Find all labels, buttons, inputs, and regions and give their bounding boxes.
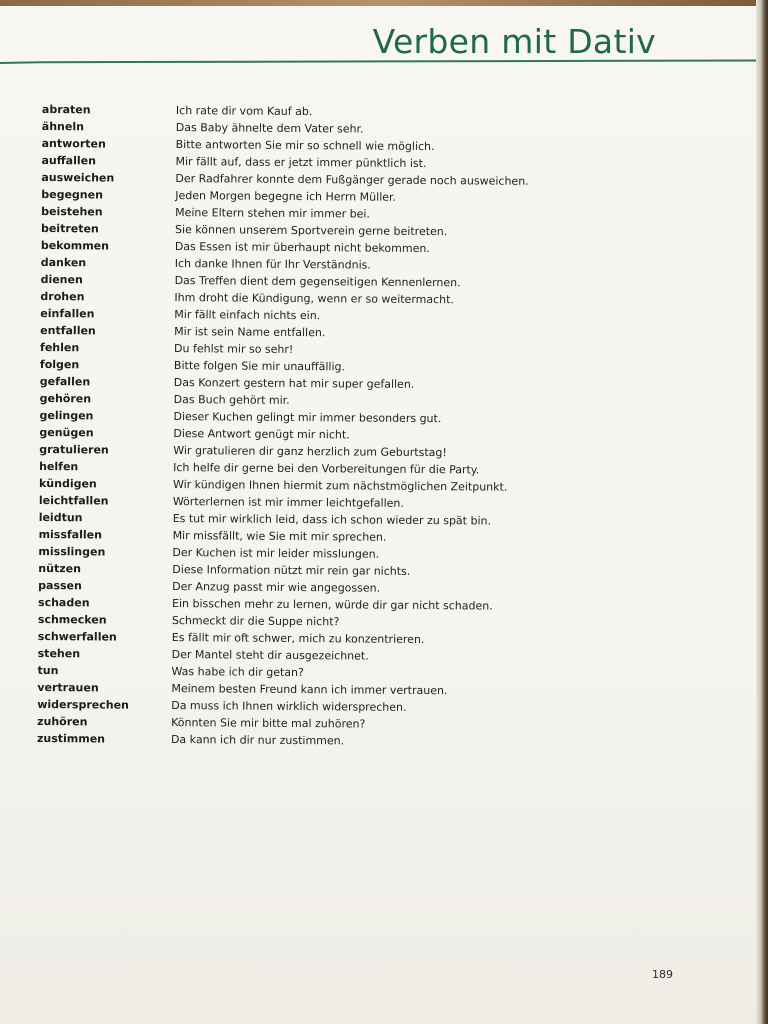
- verb-term: danken: [40, 255, 87, 270]
- verb-term: gratulieren: [39, 442, 109, 457]
- example-sentence: Ihm droht die Kündigung, wenn er so weitermacht.: [174, 291, 455, 307]
- example-sentence: Da kann ich dir nur zustimmen.: [170, 733, 345, 748]
- example-sentence: Mir fällt einfach nichts ein.: [174, 308, 321, 323]
- example-sentence: Mir fällt auf, dass er jetzt immer pünktlich ist.: [175, 155, 427, 171]
- example-sentence: Bitte antworten Sie mir so schnell wie möglich.: [175, 138, 435, 154]
- title-underline-line: [0, 61, 756, 64]
- verb-term: passen: [38, 578, 82, 593]
- example-sentence: Schmeckt dir die Suppe nicht?: [171, 614, 340, 629]
- verb-term: gelingen: [39, 408, 94, 423]
- verb-term: dienen: [40, 272, 83, 287]
- verb-row: [37, 730, 657, 752]
- verb-list: [37, 101, 662, 752]
- example-sentence: Da muss ich Ihnen wirklich widersprechen.: [171, 699, 407, 714]
- example-sentence: Es tut mir wirklich leid, dass ich schon wieder zu spät bin.: [172, 512, 492, 528]
- verb-term: misslingen: [38, 544, 106, 559]
- verb-term: zustimmen: [36, 731, 106, 746]
- verb-term: antworten: [41, 136, 106, 151]
- verb-term: genügen: [39, 425, 94, 440]
- verb-term: nützen: [38, 561, 82, 576]
- verb-term: schwerfallen: [37, 629, 117, 644]
- book-spine-edge: [756, 0, 768, 1024]
- example-sentence: Meinem besten Freund kann ich immer vertrauen.: [171, 682, 448, 698]
- verb-term: stehen: [37, 646, 81, 661]
- example-sentence: Bitte folgen Sie mir unauffällig.: [173, 359, 346, 374]
- verb-term: beitreten: [40, 221, 99, 236]
- verb-term: fehlen: [40, 340, 80, 355]
- example-sentence: Das Baby ähnelte dem Vater sehr.: [175, 121, 364, 136]
- title-underline-graphic: [0, 59, 756, 65]
- verb-term: auffallen: [41, 153, 97, 168]
- verb-term: einfallen: [40, 306, 95, 321]
- example-sentence: Du fehlst mir so sehr!: [174, 342, 294, 356]
- verb-term: folgen: [39, 357, 80, 372]
- example-sentence: Ich rate dir vom Kauf ab.: [175, 104, 313, 119]
- example-sentence: Sie können unserem Sportverein gerne beitreten.: [174, 223, 448, 239]
- verb-term: leichtfallen: [38, 493, 109, 508]
- example-sentence: Jeden Morgen begegne ich Herrn Müller.: [175, 189, 397, 204]
- verb-term: vertrauen: [37, 680, 99, 695]
- verb-term: bekommen: [40, 238, 110, 253]
- example-sentence: Das Buch gehört mir.: [173, 393, 290, 407]
- example-sentence: Mir missfällt, wie Sie mit mir sprechen.: [172, 529, 387, 544]
- verb-term: begegnen: [41, 187, 103, 202]
- example-sentence: Mir ist sein Name entfallen.: [174, 325, 326, 340]
- example-sentence: Wir kündigen Ihnen hiermit zum nächstmöglichen Zeitpunkt.: [172, 478, 508, 494]
- example-sentence: Dieser Kuchen gelingt mir immer besonders gut.: [173, 410, 442, 426]
- top-edge-strip: [0, 0, 756, 6]
- example-sentence: Es fällt mir oft schwer, mich zu konzentrieren.: [171, 631, 425, 647]
- example-sentence: Der Kuchen ist mir leider misslungen.: [172, 546, 380, 561]
- verb-term: helfen: [39, 459, 79, 474]
- title-underline: [0, 59, 756, 65]
- verb-term: leidtun: [38, 510, 83, 525]
- verb-term: beistehen: [41, 204, 103, 219]
- example-sentence: Ich helfe dir gerne bei den Vorbereitungen für die Party.: [173, 461, 480, 477]
- verb-term: tun: [37, 663, 59, 678]
- verb-term: entfallen: [40, 323, 96, 338]
- verb-term: ähneln: [41, 119, 85, 134]
- example-sentence: Das Konzert gestern hat mir super gefallen.: [173, 376, 415, 391]
- example-sentence: Ich danke Ihnen für Ihr Verständnis.: [174, 257, 371, 272]
- example-sentence: Der Anzug passt mir wie angegossen.: [172, 580, 381, 595]
- example-sentence: Meine Eltern stehen mir immer bei.: [175, 206, 371, 221]
- example-sentence: Der Mantel steht dir ausgezeichnet.: [171, 648, 369, 663]
- verb-term: widersprechen: [37, 697, 129, 712]
- verb-term: drohen: [40, 289, 85, 304]
- verb-term: gehören: [39, 391, 92, 406]
- example-sentence: Wörterlernen ist mir immer leichtgefallen.: [172, 495, 404, 510]
- example-sentence: Das Essen ist mir überhaupt nicht bekommen.: [174, 240, 430, 256]
- verb-term: abraten: [41, 102, 91, 117]
- verb-term: schmecken: [37, 612, 107, 627]
- example-sentence: Wir gratulieren dir ganz herzlich zum Geburtstag!: [173, 444, 447, 460]
- example-sentence: Diese Antwort genügt mir nicht.: [173, 427, 350, 442]
- example-sentence: Ein bisschen mehr zu lernen, würde dir gar nicht schaden.: [172, 597, 493, 613]
- verb-term: kündigen: [38, 476, 97, 491]
- example-sentence: Was habe ich dir getan?: [171, 665, 304, 680]
- example-sentence: Könnten Sie mir bitte mal zuhören?: [171, 716, 366, 731]
- example-sentence: Das Treffen dient dem gegenseitigen Kennenlernen.: [174, 274, 461, 290]
- verb-term: missfallen: [38, 527, 103, 542]
- example-sentence: Der Radfahrer konnte dem Fußgänger gerade noch ausweichen.: [175, 172, 529, 188]
- page-number: 189: [652, 968, 673, 981]
- page-title: Verben mit Dativ: [372, 22, 656, 61]
- verb-term: schaden: [38, 595, 90, 610]
- verb-term: ausweichen: [41, 170, 115, 185]
- verb-term: gefallen: [39, 374, 91, 389]
- verb-term: zuhören: [37, 714, 88, 729]
- example-sentence: Diese Information nützt mir rein gar nichts.: [172, 563, 411, 578]
